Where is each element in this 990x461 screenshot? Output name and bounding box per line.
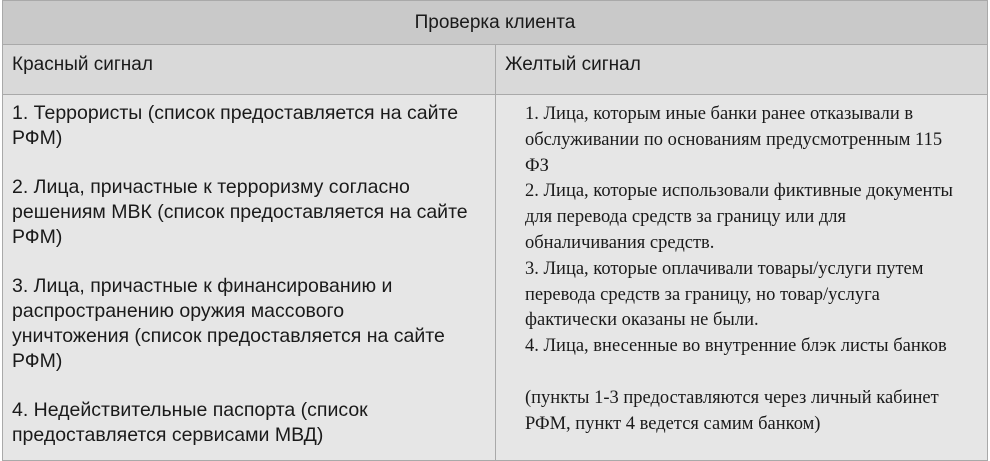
yellow-signal-item: 1. Лица, которым иные банки ранее отказывали в обслуживании по основаниям предусмотренным 115 ФЗ [525,104,943,176]
yellow-signal-item: 2. Лица, которые использовали фиктивные документы для перевода средств за границу или для обналичивания средств. [525,181,953,253]
red-signal-cell [3,95,496,461]
red-signal-item: 4. Недействительные паспорта (список предоставляется сервисами МВД) [12,399,368,446]
yellow-signal-item: 4. Лица, внесенные во внутренние блэк листы банков [525,336,947,357]
red-signal-item: 1. Террористы (список предоставляется на сайте РФМ) [12,102,459,149]
table-title: Проверка клиента [3,1,987,45]
yellow-signal-cell [496,95,987,461]
table-body-row [3,95,987,461]
table-header-row [3,45,987,95]
client-check-table [2,0,988,461]
column-header-yellow-signal: Желтый сигнал [505,54,641,75]
column-header-red-signal: Красный сигнал [3,45,496,94]
red-signal-item: 3. Лица, причастные к финансированию и распространению оружия массового уничтожения (список предоставляется на сайте РФМ) [12,275,445,372]
red-signal-item: 2. Лица, причастные к терроризму согласно решениям МВК (список предоставляется на сайте РФМ) [12,176,468,248]
yellow-signal-note: (пункты 1-3 предоставляются через личный кабинет РФМ, пункт 4 ведется самим банком) [525,387,939,434]
yellow-signal-item: 3. Лица, которые оплачивали товары/услуги путем перевода средств за границу, но товар/услуга фактически оказаны не были. [525,258,924,331]
